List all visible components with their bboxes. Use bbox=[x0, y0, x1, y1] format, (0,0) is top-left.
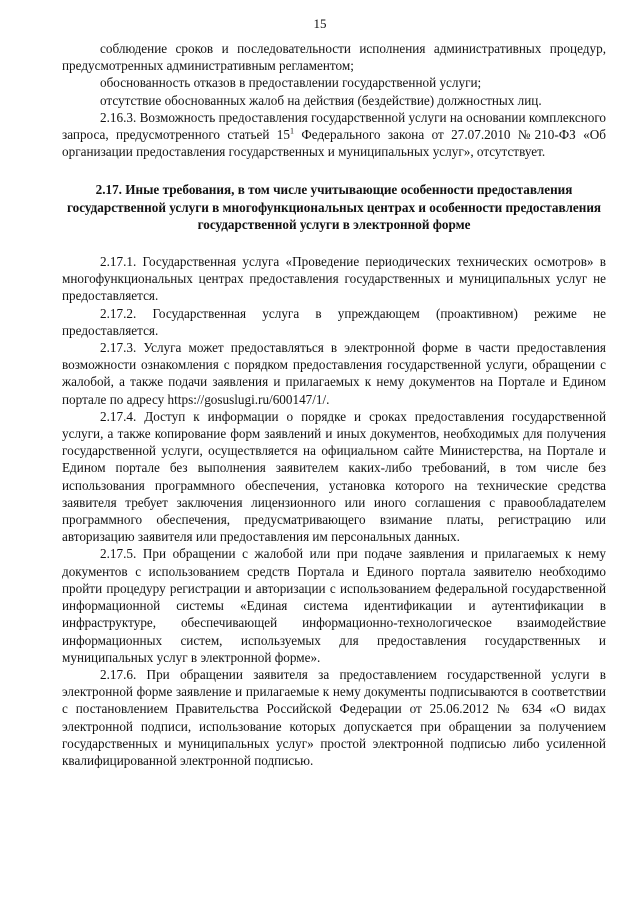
page-number: 15 bbox=[313, 16, 327, 31]
paragraph-2-16-3-text: 2.16.3. Возможность предоставления государственной услуги на основании комплексного запроса, предусмотренного статьей 15 bbox=[62, 109, 607, 143]
paragraph-deadlines: соблюдение сроков и последовательности исполнения административных процедур, предусмотренных административным регламентом; bbox=[62, 41, 606, 74]
superscript-one: 1 bbox=[289, 126, 294, 136]
paragraph-2-17-1: 2.17.1. Государственная услуга «Проведение периодических технических осмотров» в многофункциональных центрах предоставления государственных и муниципальных услуг не предоставляется. bbox=[62, 254, 606, 304]
section-title: 2.17. Иные требования, в том числе учитывающие особенности предоставления государственной услуги в многофункциональных центрах и особенности предоставления государственной услуги в электронной форме bbox=[66, 182, 602, 232]
paragraph-2-17-6: 2.17.6. При обращении заявителя за предоставлением государственной услуги в электронной форме заявление и прилагаемые к нему документы подписываются в соответствии с постановлением Правительства Российской Федерации от 25.06.2012 № 634 «О видах электронной подписи, использование которых допускается при обращении за получением государственных и муниципальных услуг» простой электронной подписью либо усиленной квалифицированной электронной подписью. bbox=[62, 666, 606, 768]
paragraph-2-17-2: 2.17.2. Государственная услуга в упреждающем (проактивном) режиме не предоставляется. bbox=[62, 305, 606, 338]
paragraph-refusals: обоснованность отказов в предоставлении государственной услуги; bbox=[100, 75, 482, 91]
document-body bbox=[62, 40, 606, 769]
paragraph-2-16-3-rest: Федерального закона от 27.07.2010 №210-ФЗ «Об организации предоставления государственных и муниципальных услуг», отсутствует. bbox=[62, 127, 606, 160]
paragraph-complaints: отсутствие обоснованных жалоб на действия (бездействие) должностных лиц. bbox=[100, 92, 542, 108]
paragraph-2-17-4: 2.17.4. Доступ к информации о порядке и сроках предоставления государственной услуги, а также копирование форм заявлений и иных документов, необходимых для получения государственной услуги, осуществляется на официальном сайте Министерства, на Портале и Едином портале без выполнения заявителем каких-либо требований, в том числе без использования программного обеспечения, установка которого на технические средства заявителя требует заключения лицензионного или иного соглашения с правообладателем программного обеспечения, предусматривающего взимание платы, регистрацию или авторизацию заявителя или предоставления им персональных данных. bbox=[62, 408, 606, 545]
paragraph-2-17-3: 2.17.3. Услуга может предоставляться в электронной форме в части предоставления возможности ознакомления с порядком предоставления государственной услуги, обращении с жалобой, а также подачи заявления и прилагаемых к нему документов на Портале и Едином портале по адресу https://gosuslugi.ru/600147/1/. bbox=[62, 340, 606, 407]
paragraph-2-16-3 bbox=[62, 109, 606, 161]
paragraph-2-17-5: 2.17.5. При обращении с жалобой или при подаче заявления и прилагаемых к нему документов с использованием средств Портала и Единого портала заявителю необходимо пройти процедуру регистрации и авторизации с использованием федеральной государственной информационной системы «Единая система идентификации и аутентификации в инфраструктуре, обеспечивающей информационно-технологическое взаимодействие информационных систем, используемых для предоставления государственных и муниципальных услуг в электронной форме». bbox=[62, 546, 606, 665]
